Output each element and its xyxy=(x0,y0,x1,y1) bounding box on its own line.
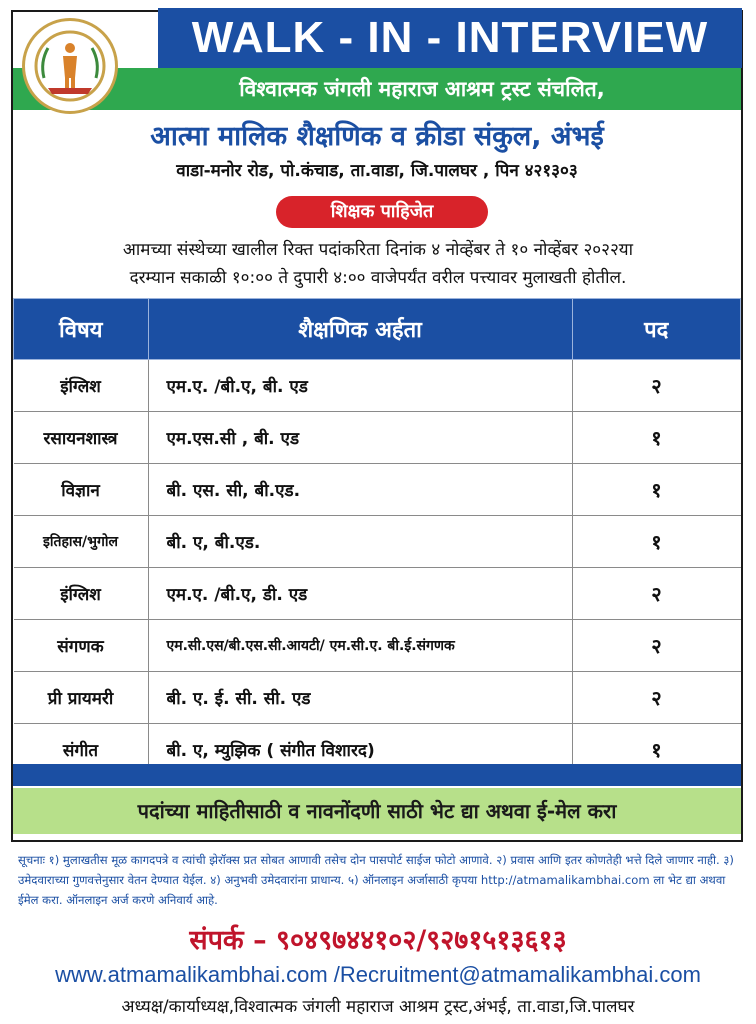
posts-cell: १ xyxy=(572,724,741,776)
qualification-cell: बी. एस. सी, बी.एड. xyxy=(148,464,572,516)
posts-cell: २ xyxy=(572,568,741,620)
subject-cell: इंग्लिश xyxy=(14,360,149,412)
posts-cell: १ xyxy=(572,464,741,516)
subject-cell: इंग्लिश xyxy=(14,568,149,620)
issuer-line: अध्यक्ष/कार्याध्यक्ष,विश्वात्मक जंगली महाराज आश्रम ट्रस्ट,अंभई, ता.वाडा,जि.पालघर xyxy=(121,997,635,1017)
info-bar: पदांच्या माहितीसाठी व नावनोंदणी साठी भेट द्या अथवा ई-मेल करा xyxy=(13,788,741,834)
instructions-note: सूचनाः १) मुलाखतीस मूळ कागदपत्रे व त्यांची झेरॉक्स प्रत सोबत आणावी तसेच दोन पासपोर्ट साईज फोटो आणावे. २) प्रवास आणि इतर कोणतेही भत्ते दिले जाणार नाही. ३) उमेदवाराच्या गुणवत्तेनुसार वेतन देण्यात येईल. ४) अनुभवी उमेदवारांना प्राधान्य. ५) ऑनलाइन अर्जासाठी कृपया http://atmamalikambhai.com ला भेट द्या अथवा ईमेल करा. ऑनलाइन अर्ज करणे अनिवार्य आहे. xyxy=(18,853,734,907)
posts-cell: १ xyxy=(572,412,741,464)
teachers-wanted-badge: शिक्षक पाहिजेत xyxy=(276,196,488,228)
posts-cell: २ xyxy=(572,360,741,412)
subject-cell: संगीत xyxy=(14,724,149,776)
qualification-cell: बी. ए. ई. सी. सी. एड xyxy=(148,672,572,724)
qualification-cell: एम.सी.एस/बी.एस.सी.आयटी/ एम.सी.ए. बी.ई.संगणक xyxy=(148,620,572,672)
table-row xyxy=(14,568,741,620)
divider-strip xyxy=(13,764,741,786)
subject-cell: रसायनशास्त्र xyxy=(14,412,149,464)
table-row xyxy=(14,672,741,724)
table-row xyxy=(14,516,741,568)
header-qualification: शैक्षणिक अर्हता xyxy=(148,299,572,360)
contact-numbers: संपर्क – ९०४९७४४१०२/९२७१५१३६१३ xyxy=(189,925,567,956)
qualification-cell: एम.एस.सी , बी. एड xyxy=(148,412,572,464)
trust-line: विश्वात्मक जंगली महाराज आश्रम ट्रस्ट संचलित, xyxy=(13,68,741,110)
organization-name: आत्मा मालिक शैक्षणिक व क्रीडा संकुल, अंभई xyxy=(150,121,604,152)
subject-cell: विज्ञान xyxy=(14,464,149,516)
table-row xyxy=(14,464,741,516)
posts-cell: १ xyxy=(572,516,741,568)
website-email: www.atmamalikambhai.com /Recruitment@atmamalikambhai.com xyxy=(55,962,701,987)
posts-cell: २ xyxy=(572,672,741,724)
table-header-row xyxy=(14,299,741,360)
table-row xyxy=(14,620,741,672)
qualification-cell: एम.ए. /बी.ए, बी. एड xyxy=(148,360,572,412)
qualification-cell: बी. ए, म्युझिक ( संगीत विशारद) xyxy=(148,724,572,776)
notice-line-2: दरम्यान सकाळी १०:०० ते दुपारी ४:०० वाजेपर्यंत वरील पत्त्यावर मुलाखती होतील. xyxy=(129,268,627,288)
trust-logo-icon xyxy=(22,18,118,114)
vacancy-table xyxy=(13,298,741,776)
header-subject: विषय xyxy=(14,299,149,360)
qualification-cell: बी. ए, बी.एड. xyxy=(148,516,572,568)
subject-cell: प्री प्रायमरी xyxy=(14,672,149,724)
table-row xyxy=(14,360,741,412)
qualification-cell: एम.ए. /बी.ए, डी. एड xyxy=(148,568,572,620)
posts-cell: २ xyxy=(572,620,741,672)
page-title: WALK - IN - INTERVIEW xyxy=(158,8,742,68)
header-posts: पद xyxy=(572,299,741,360)
subject-cell: संगणक xyxy=(14,620,149,672)
interview-notice xyxy=(22,236,734,292)
subject-cell: इतिहास/भुगोल xyxy=(14,516,149,568)
table-row xyxy=(14,412,741,464)
notice-line-1: आमच्या संस्थेच्या खालील रिक्त पदांकरिता दिनांक ४ नोव्हेंबर ते १० नोव्हेंबर २०२२या xyxy=(122,240,634,260)
address: वाडा-मनोर रोड, पो.कंचाड, ता.वाडा, जि.पालघर , पिन ४२१३०३ xyxy=(176,161,578,181)
